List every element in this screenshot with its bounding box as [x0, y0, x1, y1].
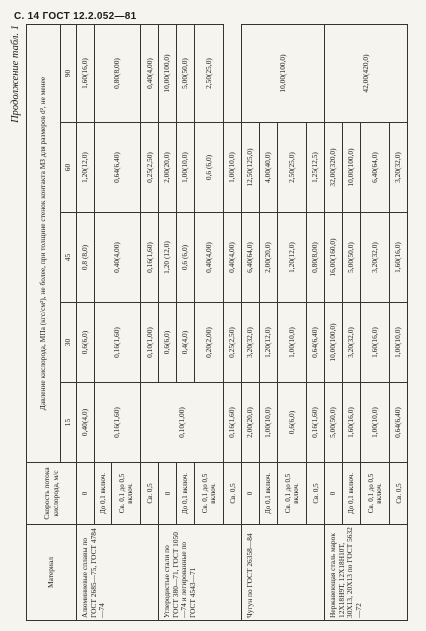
speed-cell: Св. 0,5 [390, 463, 408, 525]
value-cell: 3,20(32,0) [360, 213, 390, 303]
value-cell: 0,64(6,40) [390, 383, 408, 463]
material-cell: Алюминиевые сплавы по ГОСТ 2685—75, ГОСТ 4784—74 [77, 525, 159, 621]
speed-cell: Св. 0,1 до 0,5 включ. [360, 463, 390, 525]
value-cell: 0,6 (6,0) [176, 213, 194, 303]
value-cell: 0,40(4,00) [141, 25, 159, 123]
header-size-60: 60 [61, 123, 77, 213]
value-cell: 32,00(320,0) [325, 123, 343, 213]
value-cell: 1,60(16,0) [390, 213, 408, 303]
value-cell: 1,60(16,0) [342, 383, 360, 463]
material-cell: Нержавеющая сталь марок 12Х18Н9Т, 12Х18Н10Т, 30Х13, 20Х13 по ГОСТ 5632—72 [325, 525, 408, 621]
value-cell: 0,4(4,0) [176, 303, 194, 383]
header-material: Материал [27, 525, 77, 621]
speed-cell: Св. 0,5 [224, 463, 242, 525]
value-cell: 3,20(32,0) [390, 123, 408, 213]
value-cell: 1,20 (12,0) [159, 213, 177, 303]
material-cell: Чугун по ГОСТ 26358—84 [242, 525, 325, 621]
value-cell: 5,00(50,0) [342, 213, 360, 303]
value-cell: 0,8 (8,0) [77, 213, 95, 303]
value-cell: 2,00(20,0) [159, 123, 177, 213]
value-cell: 0,16(1,60) [94, 303, 141, 383]
speed-cell: 0 [242, 463, 260, 525]
header-speed: Скорость потока кислорода, м/с [27, 463, 77, 525]
value-cell: 10,00(100,0) [242, 25, 325, 123]
value-cell: 0,80(8,00) [307, 213, 325, 303]
speed-cell: Св. 0,1 до 0,5 включ. [194, 463, 224, 525]
oxygen-pressure-table [26, 24, 408, 621]
value-cell: 10,00(100,0) [159, 25, 177, 123]
value-cell: 0,40(4,0) [77, 383, 95, 463]
speed-cell: 0 [159, 463, 177, 525]
value-cell: 0,16(1,60) [224, 383, 242, 463]
value-cell: 0,6 (6,0) [194, 123, 224, 213]
value-cell: 0,10(1,00) [141, 303, 159, 383]
value-cell: 1,00(10,0) [277, 303, 307, 383]
value-cell: 0,25(2,50) [141, 123, 159, 213]
value-cell: 4,00(40,0) [259, 123, 277, 213]
value-cell: 1,60(16,0) [77, 25, 95, 123]
page-header: С. 14 ГОСТ 12.2.052—81 [14, 11, 137, 22]
speed-cell: До 0,1 включ. [259, 463, 277, 525]
value-cell: 6,40(64,0) [360, 123, 390, 213]
value-cell: 0,16(1,60) [307, 383, 325, 463]
value-cell: 0,10(1,00) [141, 383, 224, 463]
material-cell: Углеродистые стали по ГОСТ 380—71, ГОСТ 1050—74 и легированные по ГОСТ 4543—71 [159, 525, 242, 621]
value-cell: 2,00(20,0) [242, 383, 260, 463]
header-size-45: 45 [61, 213, 77, 303]
value-cell: 0,64(6,40) [307, 303, 325, 383]
value-cell: 1,00(10,0) [176, 123, 194, 213]
speed-cell: 0 [77, 463, 95, 525]
value-cell: 1,60(16,0) [360, 303, 390, 383]
value-cell: 0,40(4,00) [94, 213, 141, 303]
header-pressure: Давление кислорода, МПа (кгс/см²), не более, при толщине стенок контакта МЗ для размеров d², не менее [27, 25, 61, 463]
value-cell: 0,25(2,50) [224, 303, 242, 383]
value-cell: 42,00(420,0) [325, 25, 408, 123]
value-cell: 0,16(1,60) [94, 383, 141, 463]
value-cell: 5,00(50,0) [325, 383, 343, 463]
value-cell: 0,6(6,0) [77, 303, 95, 383]
continuation-label: Продолжение табл. 1 [10, 25, 21, 123]
value-cell: 2,50(25,0) [194, 25, 224, 123]
header-size-15: 15 [61, 383, 77, 463]
speed-cell: До 0,1 включ. [94, 463, 111, 525]
value-cell: 1,00(10,0) [224, 123, 242, 213]
speed-cell: 0 [325, 463, 343, 525]
value-cell: 3,20(32,0) [242, 303, 260, 383]
value-cell: 2,50(25,0) [277, 123, 307, 213]
speed-cell: До 0,1 включ. [342, 463, 360, 525]
value-cell: 2,00(20,0) [259, 213, 277, 303]
value-cell: 1,00(10,0) [390, 303, 408, 383]
value-cell: 16,00(160,0) [325, 213, 343, 303]
value-cell: 1,00(10,0) [259, 383, 277, 463]
value-cell: 0,40(4,00) [194, 213, 224, 303]
value-cell: 10,00(100,0) [342, 123, 360, 213]
speed-cell: Св. 0,1 до 0,5 включ. [111, 463, 141, 525]
value-cell: 5,00(50,0) [176, 25, 194, 123]
value-cell: 12,50(125,0) [242, 123, 260, 213]
value-cell: 0,6(6,0) [277, 383, 307, 463]
value-cell: 1,00(10,0) [360, 383, 390, 463]
value-cell: 0,6(6,0) [159, 303, 177, 383]
value-cell: 1,25(12,5) [307, 123, 325, 213]
value-cell: 6,40(64,0) [242, 213, 260, 303]
value-cell: 0,80(8,00) [94, 25, 141, 123]
speed-cell: Св. 0,5 [141, 463, 159, 525]
value-cell: 0,40(4,00) [224, 213, 242, 303]
value-cell: 1,20(12,0) [277, 213, 307, 303]
value-cell: 1,20(12,0) [77, 123, 95, 213]
value-cell: 1,20(12,0) [259, 303, 277, 383]
value-cell: 3,20(32,0) [342, 303, 360, 383]
speed-cell: До 0,1 включ. [176, 463, 194, 525]
header-size-30: 30 [61, 303, 77, 383]
value-cell: 0,64(6,40) [94, 123, 141, 213]
value-cell: 10,00(100,0) [325, 303, 343, 383]
value-cell: 0,20(2,00) [194, 303, 224, 383]
value-cell: 0,16(1,60) [141, 213, 159, 303]
speed-cell: Св. 0,1 до 0,5 включ. [277, 463, 307, 525]
speed-cell: Св. 0,5 [307, 463, 325, 525]
header-size-90: 90 [61, 25, 77, 123]
rotated-table-container [10, 25, 408, 621]
